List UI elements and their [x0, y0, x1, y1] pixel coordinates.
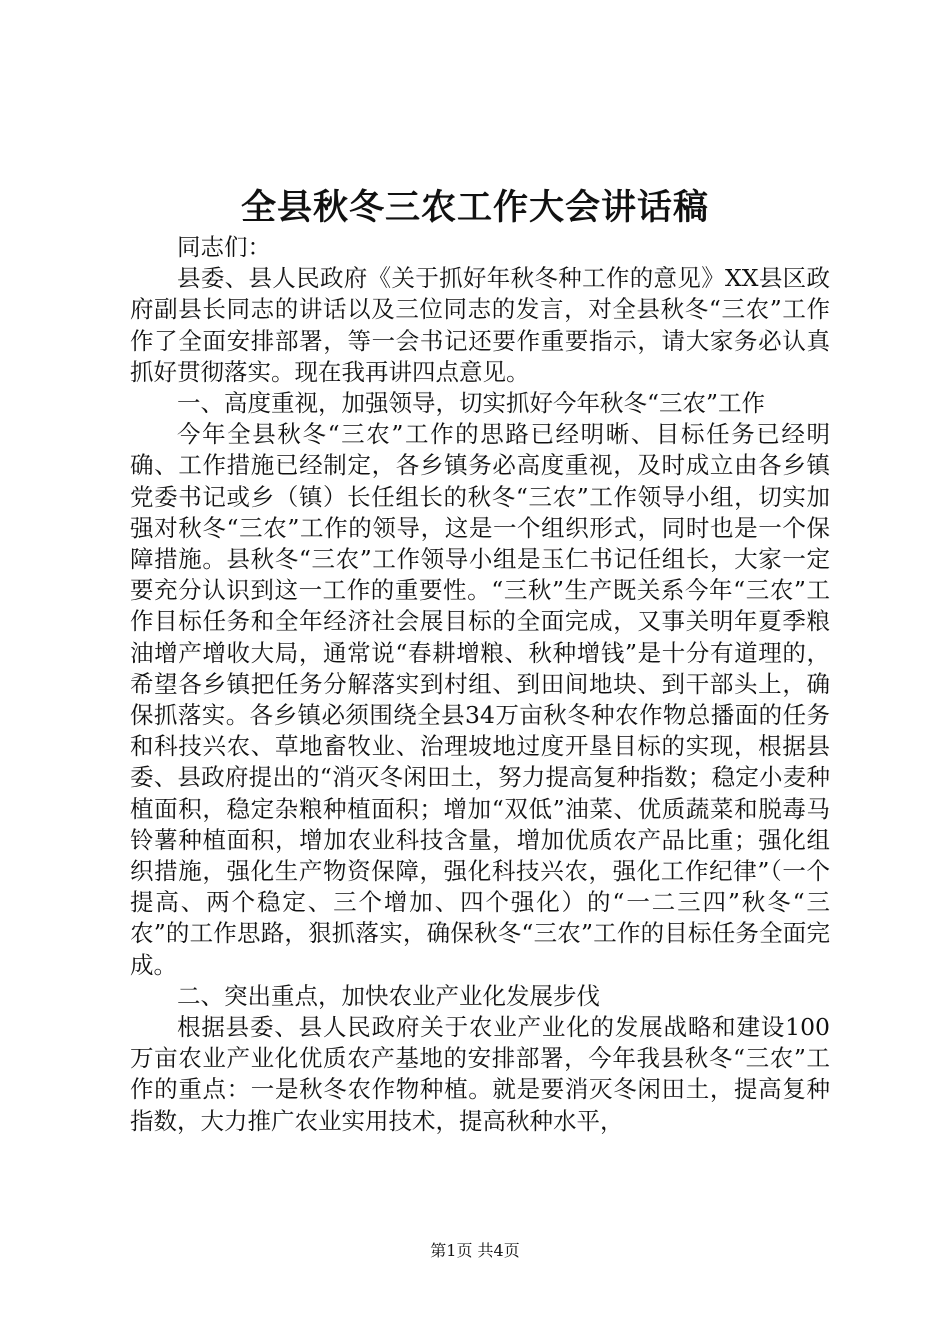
intro-paragraph: 县委、县人民政府《关于抓好年秋冬种工作的意见》XX县区政府副县长同志的讲话以及三位同志的发言，对全县秋冬“三农”工作作了全面安排部署，等一会书记还要作重要指示，请大家务必认真抓好贯彻落实。现在我再讲四点意见。 [130, 264, 830, 386]
section-heading-2: 二、突出重点，加快农业产业化发展步伐 [177, 981, 600, 1010]
salutation-paragraph: 同志们： [177, 233, 271, 261]
section-heading-1: 一、高度重视，加强领导，切实抓好今年秋冬“三农”工作 [177, 389, 766, 418]
page-number-footer: 第1页 共4页 [430, 1241, 520, 1260]
document-body [130, 232, 830, 1137]
document-title: 全县秋冬三农工作大会讲话稿 [240, 187, 709, 228]
section-1-paragraph: 今年全县秋冬“三农”工作的思路已经明晰、目标任务已经明确、工作措施已经制定，各乡镇务必高度重视，及时成立由各乡镇党委书记或乡（镇）长任组长的秋冬“三农”工作领导小组，切实加强对秋冬“三农”工作的领导，这是一个组织形式，同时也是一个保障措施。县秋冬“三农”工作领导小组是玉仁书记任组长，大家一定要充分认识到这一工作的重要性。“三秋”生产既关系今年“三农”工作目标任务和全年经济社会展目标的全面完成，又事关明年夏季粮油增产增收大局，通常说“春耕增粮、秋种增钱”是十分有道理的，希望各乡镇把任务分解落实到村组、到田间地块、到干部头上，确保抓落实。各乡镇必须围绕全县34万亩秋冬种农作物总播面的任务和科技兴农、草地畜牧业、治理坡地过度开垦目标的实现，根据县委、县政府提出的“消灭冬闲田土，努力提高复种指数；稳定小麦种植面积，稳定杂粮种植面积；增加“双低”油菜、优质蔬菜和脱毒马铃薯种植面积，增加农业科技含量，增加优质农产品比重；强化组织措施，强化生产物资保障，强化科技兴农，强化工作纪律”（一个提高、两个稳定、三个增加、四个强化）的“一二三四”秋冬“三农”的工作思路，狠抓落实，确保秋冬“三农”工作的目标任务全面完成。 [130, 420, 830, 979]
section-2-paragraph: 根据县委、县人民政府关于农业产业化的发展战略和建设100万亩农业产业化优质农产基地的安排部署，今年我县秋冬“三农”工作的重点：一是秋冬农作物种植。就是要消灭冬闲田土，提高复种指数，大力推广农业实用技术，提高秋种水平， [130, 1013, 830, 1135]
